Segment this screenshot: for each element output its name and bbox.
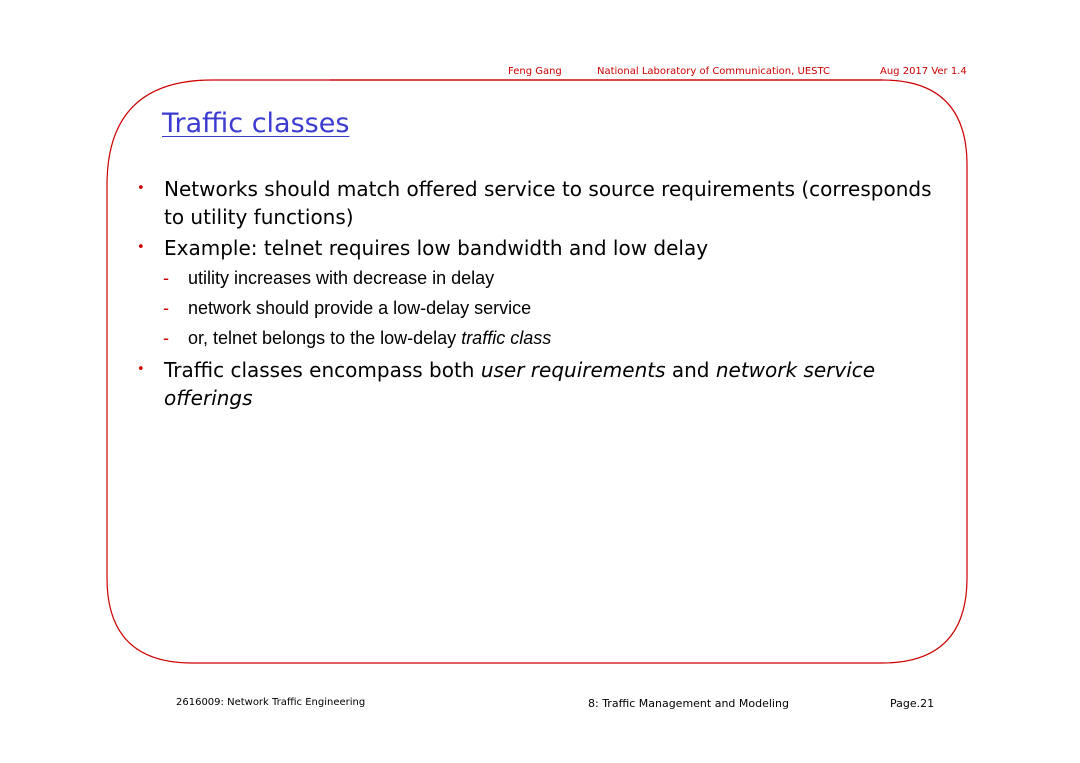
sub-bullet-1-text: utility increases with decrease in delay (188, 268, 495, 288)
header-author: Feng Gang (508, 66, 562, 77)
network-service-offerings-emphasis: network service offerings (164, 358, 876, 410)
sub-bullet-dash: - (163, 268, 169, 288)
slide-title: Traffic classes (162, 108, 350, 139)
sub-bullet-dash: - (163, 328, 169, 348)
bullet-1-text: Networks should match offered service to source requirements (corresponds to utility functions) (164, 177, 932, 229)
bullet-2 (136, 234, 936, 262)
traffic-class-emphasis: traffic class (461, 328, 552, 348)
sub-bullet-dash: - (163, 298, 169, 318)
bullet-3 (136, 356, 936, 412)
sub-bullet-3 (136, 326, 936, 350)
footer-chapter: 8: Traffic Management and Modeling (588, 697, 789, 710)
slide-content (136, 175, 936, 415)
sub-bullet-1 (136, 266, 936, 290)
header-date-version: Aug 2017 Ver 1.4 (880, 66, 967, 77)
bullet-2-text: Example: telnet requires low bandwidth and low delay (164, 236, 709, 260)
header-organization: National Laboratory of Communication, UESTC (597, 66, 830, 77)
bullet-3-text-b: and (665, 358, 716, 382)
sub-bullet-3-text: or, telnet belongs to the low-delay (188, 328, 462, 348)
sub-bullet-2-text: network should provide a low-delay service (188, 298, 532, 318)
bullet-3-text-a: Traffic classes encompass both (164, 358, 481, 382)
bullet-dot: • (137, 240, 145, 255)
footer-page-number: Page.21 (890, 697, 935, 710)
user-requirements-emphasis: user requirements (480, 358, 666, 382)
sub-bullet-2 (136, 296, 936, 320)
bullet-dot: • (137, 362, 145, 377)
bullet-dot: • (137, 181, 145, 196)
footer-course: 2616009: Network Traffic Engineering (176, 697, 366, 708)
bullet-1 (136, 175, 936, 231)
